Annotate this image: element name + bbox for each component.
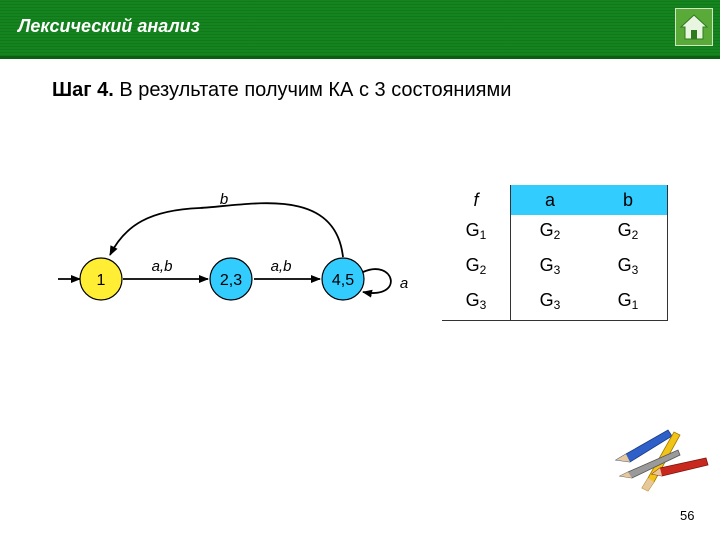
slide-title: Лексический анализ	[18, 16, 200, 36]
table-cell: $G_3$	[511, 285, 590, 321]
edge-45-to-1	[110, 203, 343, 257]
step-number: Шаг 4.	[52, 79, 114, 101]
table-cell: $G_3$	[539, 255, 561, 277]
transition-table	[442, 185, 668, 321]
edge-label-1-23: a,b	[151, 258, 173, 275]
table-cell: $G_2$	[539, 220, 561, 242]
table-row	[442, 215, 668, 250]
table-cell: $G_1$	[442, 215, 511, 250]
table-cell: $G_3$	[442, 285, 511, 321]
state-45-label: 4,5	[331, 272, 355, 289]
step-text: В результате получим КА с 3 состояниями	[113, 79, 512, 101]
table-row	[442, 285, 668, 321]
edge-label-45-loop: a	[399, 275, 409, 292]
table-cell: $G_1$	[589, 285, 668, 321]
state-23-label: 2,3	[219, 272, 243, 289]
edge-45-loop	[363, 269, 391, 293]
table-header-cell: b	[589, 185, 668, 215]
pencils-icon	[608, 420, 714, 492]
edge-label-45-1: b	[219, 191, 229, 208]
table-cell: $G_2$	[442, 250, 511, 285]
table-header-cell: f	[442, 185, 511, 215]
edge-label-23-45: a,b	[270, 258, 292, 275]
table-header-cell: a	[511, 185, 590, 215]
page-number: 56	[680, 508, 695, 523]
table-cell: $G_2$	[589, 215, 668, 250]
table-header-row	[442, 185, 668, 215]
table-cell: $G_3$	[589, 250, 668, 285]
table-row	[442, 250, 668, 285]
state-1-label: 1	[96, 272, 106, 289]
